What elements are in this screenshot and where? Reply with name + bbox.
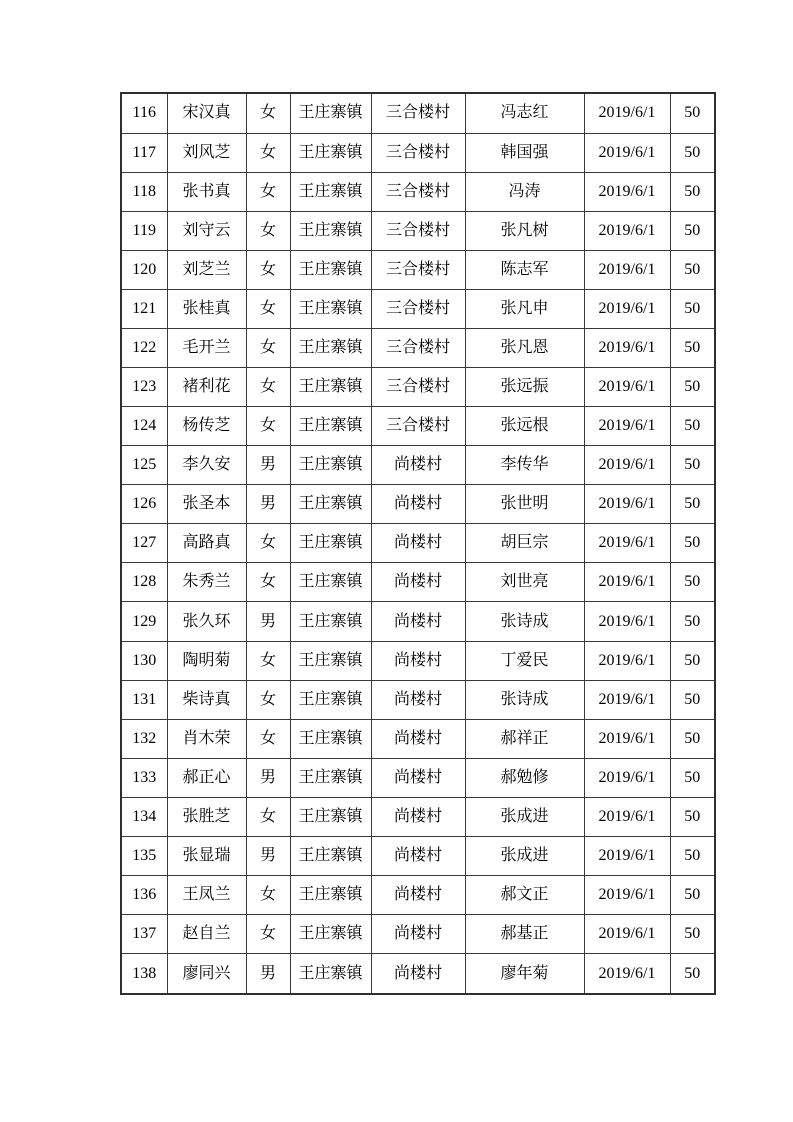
cell-town: 王庄寨镇 xyxy=(290,524,371,563)
cell-name: 杨传芝 xyxy=(167,407,246,446)
cell-index: 116 xyxy=(121,93,167,133)
cell-name: 肖木荣 xyxy=(167,719,246,758)
cell-town: 王庄寨镇 xyxy=(290,250,371,289)
cell-payee: 张凡树 xyxy=(465,211,584,250)
cell-index: 133 xyxy=(121,758,167,797)
cell-date: 2019/6/1 xyxy=(584,133,670,172)
table-row xyxy=(121,93,715,133)
cell-name: 陶明菊 xyxy=(167,641,246,680)
cell-town: 王庄寨镇 xyxy=(290,680,371,719)
cell-payee: 冯涛 xyxy=(465,172,584,211)
cell-name: 毛开兰 xyxy=(167,329,246,368)
table-row xyxy=(121,211,715,250)
cell-name: 刘风芝 xyxy=(167,133,246,172)
cell-amount: 50 xyxy=(670,797,715,836)
cell-village: 尚楼村 xyxy=(371,602,465,641)
table-row xyxy=(121,758,715,797)
cell-name: 刘守云 xyxy=(167,211,246,250)
cell-town: 王庄寨镇 xyxy=(290,407,371,446)
cell-town: 王庄寨镇 xyxy=(290,875,371,914)
cell-date: 2019/6/1 xyxy=(584,250,670,289)
cell-date: 2019/6/1 xyxy=(584,446,670,485)
cell-date: 2019/6/1 xyxy=(584,719,670,758)
cell-town: 王庄寨镇 xyxy=(290,954,371,994)
cell-payee: 张诗成 xyxy=(465,602,584,641)
cell-date: 2019/6/1 xyxy=(584,954,670,994)
cell-date: 2019/6/1 xyxy=(584,836,670,875)
cell-index: 127 xyxy=(121,524,167,563)
cell-index: 132 xyxy=(121,719,167,758)
cell-index: 129 xyxy=(121,602,167,641)
cell-index: 136 xyxy=(121,875,167,914)
cell-gender: 女 xyxy=(246,914,290,953)
table-row xyxy=(121,680,715,719)
cell-name: 张圣本 xyxy=(167,485,246,524)
cell-date: 2019/6/1 xyxy=(584,93,670,133)
cell-town: 王庄寨镇 xyxy=(290,485,371,524)
cell-payee: 郝基正 xyxy=(465,914,584,953)
cell-amount: 50 xyxy=(670,368,715,407)
cell-village: 三合楼村 xyxy=(371,289,465,328)
cell-payee: 郝文正 xyxy=(465,875,584,914)
cell-village: 尚楼村 xyxy=(371,836,465,875)
table-row xyxy=(121,289,715,328)
table-row xyxy=(121,602,715,641)
cell-gender: 男 xyxy=(246,446,290,485)
cell-amount: 50 xyxy=(670,485,715,524)
cell-name: 李久安 xyxy=(167,446,246,485)
cell-amount: 50 xyxy=(670,719,715,758)
cell-payee: 张成进 xyxy=(465,836,584,875)
cell-town: 王庄寨镇 xyxy=(290,758,371,797)
cell-town: 王庄寨镇 xyxy=(290,172,371,211)
cell-name: 张桂真 xyxy=(167,289,246,328)
table-body xyxy=(121,93,715,994)
cell-name: 张书真 xyxy=(167,172,246,211)
table-row xyxy=(121,836,715,875)
cell-town: 王庄寨镇 xyxy=(290,563,371,602)
cell-amount: 50 xyxy=(670,407,715,446)
cell-gender: 女 xyxy=(246,641,290,680)
cell-gender: 女 xyxy=(246,133,290,172)
table-row xyxy=(121,641,715,680)
cell-village: 尚楼村 xyxy=(371,954,465,994)
cell-gender: 女 xyxy=(246,719,290,758)
table-row xyxy=(121,485,715,524)
cell-index: 123 xyxy=(121,368,167,407)
cell-payee: 张远振 xyxy=(465,368,584,407)
cell-town: 王庄寨镇 xyxy=(290,836,371,875)
cell-gender: 女 xyxy=(246,524,290,563)
cell-amount: 50 xyxy=(670,641,715,680)
cell-payee: 张成进 xyxy=(465,797,584,836)
cell-gender: 女 xyxy=(246,563,290,602)
cell-payee: 张凡申 xyxy=(465,289,584,328)
cell-date: 2019/6/1 xyxy=(584,524,670,563)
cell-gender: 男 xyxy=(246,836,290,875)
cell-name: 朱秀兰 xyxy=(167,563,246,602)
table-row xyxy=(121,329,715,368)
cell-amount: 50 xyxy=(670,954,715,994)
cell-date: 2019/6/1 xyxy=(584,602,670,641)
cell-name: 宋汉真 xyxy=(167,93,246,133)
cell-amount: 50 xyxy=(670,914,715,953)
cell-amount: 50 xyxy=(670,250,715,289)
cell-amount: 50 xyxy=(670,524,715,563)
cell-index: 125 xyxy=(121,446,167,485)
cell-amount: 50 xyxy=(670,446,715,485)
cell-village: 尚楼村 xyxy=(371,875,465,914)
cell-index: 121 xyxy=(121,289,167,328)
cell-gender: 男 xyxy=(246,602,290,641)
table-row xyxy=(121,368,715,407)
cell-date: 2019/6/1 xyxy=(584,875,670,914)
cell-name: 廖同兴 xyxy=(167,954,246,994)
cell-town: 王庄寨镇 xyxy=(290,641,371,680)
cell-gender: 男 xyxy=(246,485,290,524)
cell-date: 2019/6/1 xyxy=(584,172,670,211)
cell-payee: 张世明 xyxy=(465,485,584,524)
cell-date: 2019/6/1 xyxy=(584,289,670,328)
beneficiary-table xyxy=(120,92,716,995)
table-row xyxy=(121,914,715,953)
cell-payee: 郝祥正 xyxy=(465,719,584,758)
cell-gender: 男 xyxy=(246,954,290,994)
cell-amount: 50 xyxy=(670,836,715,875)
cell-village: 三合楼村 xyxy=(371,368,465,407)
cell-name: 赵自兰 xyxy=(167,914,246,953)
cell-village: 三合楼村 xyxy=(371,133,465,172)
cell-town: 王庄寨镇 xyxy=(290,914,371,953)
cell-village: 尚楼村 xyxy=(371,563,465,602)
cell-town: 王庄寨镇 xyxy=(290,133,371,172)
cell-payee: 张远根 xyxy=(465,407,584,446)
cell-payee: 胡巨宗 xyxy=(465,524,584,563)
cell-village: 三合楼村 xyxy=(371,93,465,133)
cell-index: 126 xyxy=(121,485,167,524)
cell-payee: 刘世亮 xyxy=(465,563,584,602)
cell-amount: 50 xyxy=(670,602,715,641)
cell-gender: 女 xyxy=(246,211,290,250)
cell-date: 2019/6/1 xyxy=(584,329,670,368)
cell-amount: 50 xyxy=(670,133,715,172)
cell-town: 王庄寨镇 xyxy=(290,93,371,133)
cell-amount: 50 xyxy=(670,875,715,914)
cell-index: 135 xyxy=(121,836,167,875)
cell-town: 王庄寨镇 xyxy=(290,329,371,368)
cell-gender: 女 xyxy=(246,680,290,719)
cell-name: 高路真 xyxy=(167,524,246,563)
cell-village: 三合楼村 xyxy=(371,250,465,289)
cell-village: 尚楼村 xyxy=(371,797,465,836)
cell-gender: 女 xyxy=(246,289,290,328)
cell-village: 尚楼村 xyxy=(371,719,465,758)
cell-payee: 冯志红 xyxy=(465,93,584,133)
cell-date: 2019/6/1 xyxy=(584,211,670,250)
cell-index: 137 xyxy=(121,914,167,953)
cell-date: 2019/6/1 xyxy=(584,797,670,836)
cell-name: 褚利花 xyxy=(167,368,246,407)
cell-town: 王庄寨镇 xyxy=(290,289,371,328)
cell-town: 王庄寨镇 xyxy=(290,719,371,758)
cell-payee: 张诗成 xyxy=(465,680,584,719)
cell-name: 张久环 xyxy=(167,602,246,641)
cell-gender: 女 xyxy=(246,797,290,836)
cell-gender: 女 xyxy=(246,368,290,407)
cell-date: 2019/6/1 xyxy=(584,368,670,407)
cell-index: 131 xyxy=(121,680,167,719)
cell-name: 张胜芝 xyxy=(167,797,246,836)
table-row xyxy=(121,954,715,994)
cell-index: 117 xyxy=(121,133,167,172)
cell-amount: 50 xyxy=(670,680,715,719)
cell-index: 119 xyxy=(121,211,167,250)
cell-town: 王庄寨镇 xyxy=(290,211,371,250)
cell-amount: 50 xyxy=(670,93,715,133)
cell-gender: 女 xyxy=(246,407,290,446)
cell-town: 王庄寨镇 xyxy=(290,368,371,407)
cell-date: 2019/6/1 xyxy=(584,407,670,446)
cell-village: 三合楼村 xyxy=(371,172,465,211)
cell-date: 2019/6/1 xyxy=(584,914,670,953)
cell-village: 尚楼村 xyxy=(371,524,465,563)
cell-index: 134 xyxy=(121,797,167,836)
cell-gender: 女 xyxy=(246,172,290,211)
cell-gender: 男 xyxy=(246,758,290,797)
cell-date: 2019/6/1 xyxy=(584,485,670,524)
cell-village: 尚楼村 xyxy=(371,446,465,485)
cell-payee: 陈志军 xyxy=(465,250,584,289)
cell-name: 郝正心 xyxy=(167,758,246,797)
table-row xyxy=(121,407,715,446)
cell-amount: 50 xyxy=(670,172,715,211)
table-row xyxy=(121,875,715,914)
cell-village: 尚楼村 xyxy=(371,641,465,680)
cell-date: 2019/6/1 xyxy=(584,680,670,719)
cell-gender: 女 xyxy=(246,329,290,368)
cell-date: 2019/6/1 xyxy=(584,641,670,680)
cell-amount: 50 xyxy=(670,329,715,368)
cell-name: 柴诗真 xyxy=(167,680,246,719)
cell-town: 王庄寨镇 xyxy=(290,446,371,485)
cell-index: 118 xyxy=(121,172,167,211)
cell-index: 120 xyxy=(121,250,167,289)
table-row xyxy=(121,797,715,836)
cell-payee: 张凡恩 xyxy=(465,329,584,368)
cell-village: 三合楼村 xyxy=(371,329,465,368)
table-row xyxy=(121,250,715,289)
cell-village: 尚楼村 xyxy=(371,485,465,524)
cell-gender: 女 xyxy=(246,875,290,914)
table-row xyxy=(121,133,715,172)
table-row xyxy=(121,524,715,563)
cell-amount: 50 xyxy=(670,563,715,602)
cell-amount: 50 xyxy=(670,211,715,250)
cell-village: 三合楼村 xyxy=(371,407,465,446)
cell-payee: 丁爱民 xyxy=(465,641,584,680)
cell-amount: 50 xyxy=(670,758,715,797)
cell-village: 三合楼村 xyxy=(371,211,465,250)
cell-index: 138 xyxy=(121,954,167,994)
cell-name: 王凤兰 xyxy=(167,875,246,914)
cell-payee: 廖年菊 xyxy=(465,954,584,994)
cell-name: 张显瑞 xyxy=(167,836,246,875)
cell-date: 2019/6/1 xyxy=(584,758,670,797)
cell-index: 130 xyxy=(121,641,167,680)
cell-payee: 韩国强 xyxy=(465,133,584,172)
cell-date: 2019/6/1 xyxy=(584,563,670,602)
cell-gender: 女 xyxy=(246,93,290,133)
table-row xyxy=(121,446,715,485)
cell-amount: 50 xyxy=(670,289,715,328)
cell-payee: 郝勉修 xyxy=(465,758,584,797)
table-row xyxy=(121,719,715,758)
cell-payee: 李传华 xyxy=(465,446,584,485)
cell-town: 王庄寨镇 xyxy=(290,602,371,641)
cell-index: 128 xyxy=(121,563,167,602)
cell-name: 刘芝兰 xyxy=(167,250,246,289)
cell-index: 124 xyxy=(121,407,167,446)
cell-village: 尚楼村 xyxy=(371,758,465,797)
cell-index: 122 xyxy=(121,329,167,368)
cell-gender: 女 xyxy=(246,250,290,289)
cell-village: 尚楼村 xyxy=(371,680,465,719)
table-row xyxy=(121,172,715,211)
cell-village: 尚楼村 xyxy=(371,914,465,953)
cell-town: 王庄寨镇 xyxy=(290,797,371,836)
table-row xyxy=(121,563,715,602)
